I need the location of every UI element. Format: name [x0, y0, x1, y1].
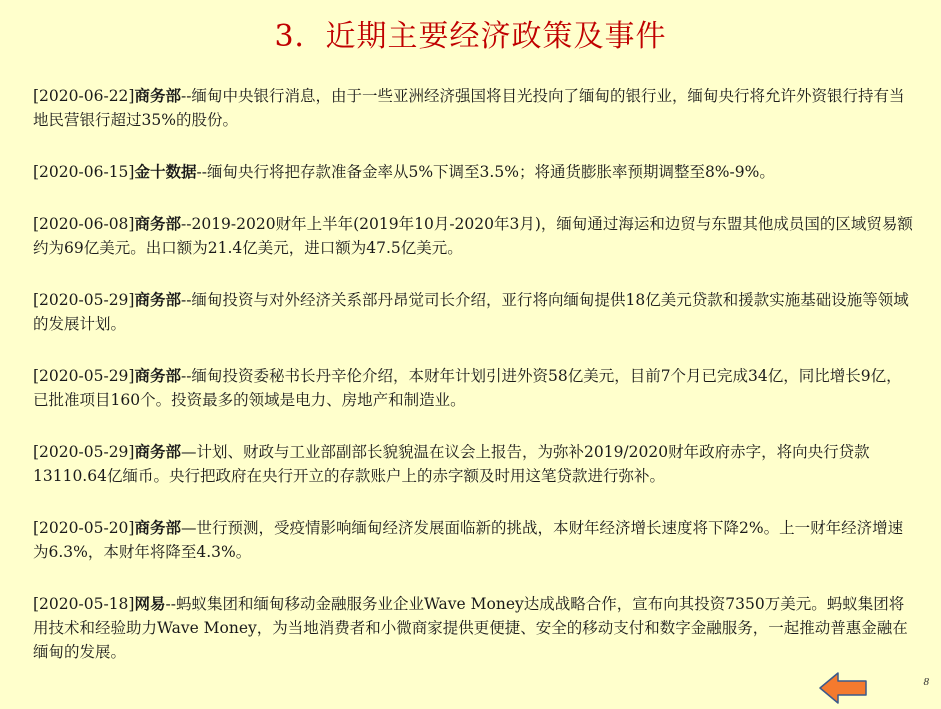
- news-text: 计划、财政与工业部副部长貌貌温在议会上报告，为弥补2019/2020财年政府赤字，将向央行贷款13110.64亿缅币。央行把政府在央行开立的存款账户上的赤字额及时用这笔贷款进行弥补。: [33, 443, 870, 485]
- news-text: 世行预测，受疫情影响缅甸经济发展面临新的挑战，本财年经济增长速度将下降2%。上一财年经济增速为6.3%，本财年将降至4.3%。: [33, 519, 904, 561]
- news-separator: —: [180, 443, 197, 461]
- left-arrow-icon: [818, 671, 868, 705]
- news-separator: --: [196, 163, 207, 181]
- news-item: [33, 440, 913, 488]
- page-number: 8: [923, 676, 929, 688]
- news-item: [33, 364, 913, 412]
- news-separator: --: [180, 291, 192, 309]
- news-date: [2020-05-20]: [33, 519, 135, 537]
- news-date: [2020-06-22]: [33, 87, 135, 105]
- news-source: 网易: [134, 595, 166, 613]
- news-list: [33, 84, 913, 692]
- news-separator: --: [165, 595, 176, 613]
- news-separator: --: [180, 215, 192, 233]
- news-source: 商务部: [134, 519, 181, 537]
- news-date: [2020-06-08]: [33, 215, 135, 233]
- news-item: [33, 516, 913, 564]
- news-date: [2020-05-29]: [33, 291, 135, 309]
- news-separator: --: [180, 367, 192, 385]
- news-date: [2020-06-15]: [33, 163, 135, 181]
- news-date: [2020-05-29]: [33, 443, 135, 461]
- news-date: [2020-05-29]: [33, 367, 135, 385]
- news-item: [33, 84, 913, 132]
- news-item: [33, 288, 913, 336]
- news-separator: --: [180, 87, 192, 105]
- page-title: 3．近期主要经济政策及事件: [274, 19, 667, 54]
- news-text: 缅甸投资委秘书长丹辛伦介绍，本财年计划引进外资58亿美元，目前7个月已完成34亿，同比增长9亿，已批准项目160个。投资最多的领域是电力、房地产和制造业。: [33, 367, 902, 409]
- news-source: 金十数据: [134, 163, 197, 181]
- news-text: 缅甸央行将把存款准备金率从5%下调至3.5%；将通货膨胀率预期调整至8%-9%。: [206, 163, 775, 181]
- news-item: [33, 212, 913, 260]
- news-source: 商务部: [134, 87, 181, 105]
- news-text: 蚂蚁集团和缅甸移动金融服务业企业Wave Money达成战略合作，宣布向其投资7350万美元。蚂蚁集团将用技术和经验助力Wave Money，为当地消费者和小微商家提供更便捷、安全的移动支付和数字金融服务，一起推动普惠金融在缅甸的发展。: [33, 595, 908, 661]
- news-text: 2019-2020财年上半年(2019年10月-2020年3月)，缅甸通过海运和边贸与东盟其他成员国的区域贸易额约为69亿美元。出口额为21.4亿美元，进口额为47.5亿美元。: [33, 215, 913, 257]
- news-text: 缅甸中央银行消息，由于一些亚洲经济强国将目光投向了缅甸的银行业，缅甸央行将允许外资银行持有当地民营银行超过35%的股份。: [33, 87, 905, 129]
- news-item: [33, 160, 913, 184]
- news-source: 商务部: [134, 443, 181, 461]
- news-source: 商务部: [134, 367, 181, 385]
- news-separator: —: [180, 519, 197, 537]
- news-item: [33, 592, 913, 664]
- back-button[interactable]: [818, 671, 868, 705]
- news-source: 商务部: [134, 291, 181, 309]
- news-date: [2020-05-18]: [33, 595, 135, 613]
- news-text: 缅甸投资与对外经济关系部丹昂觉司长介绍，亚行将向缅甸提供18亿美元贷款和援款实施基础设施等领域的发展计划。: [33, 291, 909, 333]
- news-source: 商务部: [134, 215, 181, 233]
